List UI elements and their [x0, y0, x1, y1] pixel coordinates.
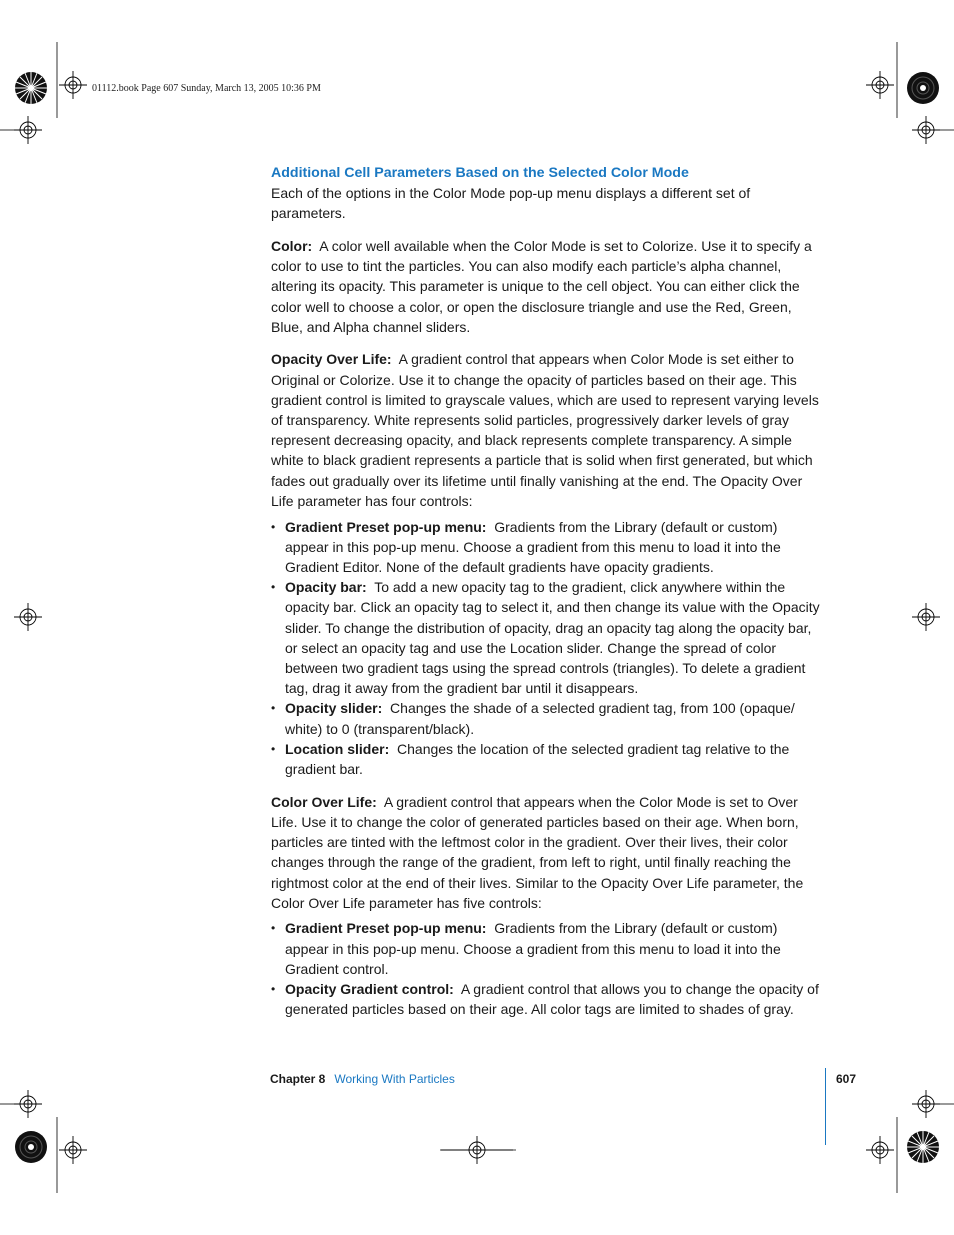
- list-item-term: Location slider:: [285, 740, 390, 757]
- list-item-text: To add a new opacity tag to the gradient, click anywhere within the opacity bar. Click an opacity tag to select it, and then change its value with the Opacity slider. To change the distribution of opacity, drag an opacity tag along the opacity bar, or select an opacity tag and use the Location slider. Change the spread of color between two gradient tags using the spread controls (triangles). To delete a gradient tag, drag it away from the gradient bar until it disappears.: [285, 579, 820, 697]
- list-item: [271, 979, 823, 1019]
- list-item-text: Changes the shade of a selected gradient tag, from 100 (opaque/ white) to 0 (transparent/black).: [285, 700, 795, 737]
- color-over-life-text: A gradient control that appears when the Color Mode is set to Over Life. Use it to change the color of generated particles based on their age. When born, particles are tinted with the leftmost color in the gradient. Over their lives, their color changes through the range of the gradient, from left to right, until finally reaching the rightmost color at the end of their lives. Similar to the Opacity Over Life parameter, the Color Over Life parameter has five controls:: [271, 793, 804, 911]
- color-controls-list: [271, 918, 823, 1019]
- footer-divider: [825, 1068, 826, 1145]
- color-over-life-term: Color Over Life:: [271, 793, 377, 810]
- color-over-life-paragraph: [271, 792, 823, 913]
- list-item: [271, 698, 823, 738]
- list-item-text: Changes the location of the selected gradient tag relative to the gradient bar.: [285, 740, 790, 777]
- list-item-term: Opacity Gradient control:: [285, 981, 454, 998]
- print-slug: 01112.book Page 607 Sunday, March 13, 2005 10:36 PM: [92, 83, 321, 94]
- opacity-controls-list: [271, 517, 823, 780]
- footer-chapter: [270, 1072, 455, 1086]
- intro-paragraph: Each of the options in the Color Mode pop-up menu displays a different set of parameters.: [271, 185, 751, 222]
- chapter-title: Working With Particles: [334, 1072, 455, 1086]
- list-item: [271, 517, 823, 578]
- opacity-over-life-term: Opacity Over Life:: [271, 351, 392, 368]
- page-number: 607: [836, 1072, 857, 1086]
- list-item-term: Gradient Preset pop-up menu:: [285, 518, 487, 535]
- color-text: A color well available when the Color Mode is set to Colorize. Use it to specify a color to use to tint the particles. You can also modify each particle’s alpha channel, altering its opacity. This parameter is unique to the cell object. You can either click the color well to choose a color, or open the disclosure triangle and use the Red, Green, Blue, and Alpha channel sliders.: [271, 237, 812, 335]
- list-item-term: Opacity slider:: [285, 700, 383, 717]
- chapter-label: Chapter 8: [270, 1072, 326, 1086]
- color-paragraph: [271, 236, 823, 337]
- list-item-term: Gradient Preset pop-up menu:: [285, 920, 487, 937]
- list-item: [271, 918, 823, 979]
- list-item-text: Gradients from the Library (default or custom) appear in this pop-up menu. Choose a gradient from this menu to load it into the Gradient Editor. None of the default gradients have opacity gradients.: [285, 518, 781, 575]
- list-item: [271, 577, 823, 698]
- list-item-text: Gradients from the Library (default or custom) appear in this pop-up menu. Choose a gradient from this menu to load it into the Gradient control.: [285, 920, 781, 977]
- section-heading: Additional Cell Parameters Based on the Selected Color Mode: [271, 165, 689, 181]
- list-item-text: A gradient control that allows you to change the opacity of generated particles based on their age. All color tags are limited to shades of gray.: [285, 981, 819, 1018]
- color-term: Color:: [271, 237, 313, 254]
- list-item-term: Opacity bar:: [285, 579, 367, 596]
- body-content: [271, 163, 823, 1032]
- opacity-over-life-text: A gradient control that appears when Color Mode is set either to Original or Colorize. Use it to change the opacity of particles based on their age. This gradient control is limited to grayscale values, which are used to represent varying levels of transparency. White represents solid particles, progressively darker levels of gray represent decreasing opacity, and black represents complete transparency. A simple white to black gradient represents a particle that is solid when first generated, but which fades out gradually over its lifetime until finally vanishing at the end. The Opacity Over Life parameter has four controls:: [271, 351, 819, 509]
- opacity-over-life-paragraph: [271, 349, 823, 511]
- list-item: [271, 739, 823, 779]
